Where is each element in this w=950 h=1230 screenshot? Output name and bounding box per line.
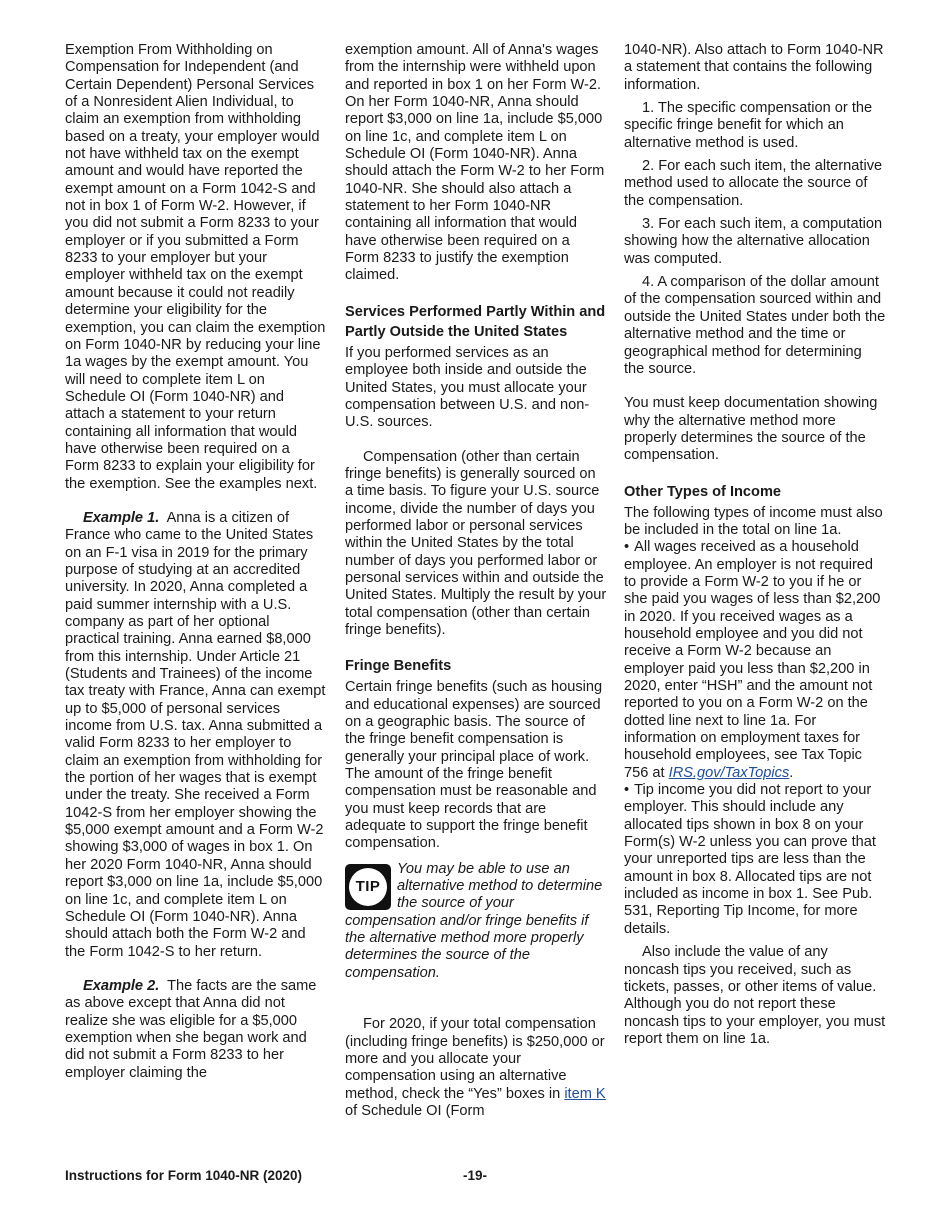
documentation-paragraph: You must keep documentation showing why the alternative method more properly determines the source of the compensation. — [624, 395, 878, 464]
example-2-text: The facts are the same as above except that Anna did not realize she was eligible for a $5,000 exemption when she began work and did not submit a Form 8233 to her employer claiming the — [65, 977, 317, 1081]
household-employee-text: All wages received as a household employee. An employer is not required to provide a Form W-2 to you if he or she paid you wages of less than $2,200 in 2020. If you received wages as a household employee and you did not receive a Form W-2 because an employer paid you less than $2,200 in 2020, enter “HSH” and the amount not reported to you on a Form W-2 on the dotted line next to line 1a. For information on employment taxes for household employees, see Tax Topic 756 at — [624, 539, 881, 781]
list-item-2: 2. For each such item, the alternative method used to allocate the source of the compensation. — [624, 158, 883, 209]
list-item-1: 1. The specific compensation or the specific fringe benefit for which an alternative method is used. — [624, 100, 873, 151]
column-3 — [624, 42, 886, 1065]
alternative-method-text: For 2020, if your total compensation (including fringe benefits) is $250,000 or more and you allocate your compensation using an alternative method, check the “Yes” boxes in — [345, 1016, 605, 1102]
item-k-link[interactable]: item K — [564, 1085, 606, 1102]
example-1-label: Example 1. — [83, 509, 160, 526]
other-income-intro: The following types of income must also be included in the total on line 1a. — [624, 504, 883, 538]
attach-statement-paragraph: 1040-NR). Also attach to Form 1040-NR a statement that contains the following information. — [624, 42, 884, 93]
example-2-label: Example 2. — [83, 977, 160, 994]
alternative-method-text-end: of Schedule OI (Form — [345, 1102, 485, 1119]
tip-income-bullet: • Tip income you did not report to your employer. This should include any allocated tips shown in box 8 on your Form(s) W-2 unless you can prove that your unreported tips are less than the amount in box 8. Allocated tips are not included as income in box 1. See Pub. 531, Reporting Tip Income, for more details. — [624, 782, 886, 938]
tip-icon-label: TIP — [349, 868, 387, 906]
example-1-text: Anna is a citizen of France who came to the United States on an F-1 visa in 2019 for the primary purpose of studying at an accredited university. In 2020, Anna completed a paid summer internship with a U.S. company as part of her optional practical training. Anna earned $8,000 from this internship. Under Article 21 (Students and Trainees) of the income tax treaty with France, Anna can exempt up to $5,000 of personal services income from U.S. tax. Anna submitted a valid Form 8233 to her employer to claim an exemption from withholding for the portion of her wages that is exempt under the treaty. She received a Form 1042-S from her employer showing the $5,000 exempt amount and a Form W-2 showing $3,000 of wages in box 1. On her 2020 Form 1040-NR, Anna should report $3,000 on line 1a, include $5,000 on line 1c, and complete item L on Schedule OI (Form 1040-NR). Anna should attach both the Form W-2 and the Form 1042-S to her return. — [65, 509, 326, 960]
example-1-paragraph — [65, 510, 327, 961]
time-basis-paragraph: Compensation (other than certain fringe benefits) is generally sourced on a time basis. To figure your U.S. source income, divide the number of days you performed labor or personal services within the United States by the total number of days you performed labor or personal services within and outside the United States. Multiply the result by your total compensation (other than certain fringe benefits). — [345, 448, 607, 638]
tip-box — [345, 861, 607, 982]
irs-tax-topics-link[interactable]: IRS.gov/TaxTopics — [668, 764, 790, 781]
alternative-method-paragraph — [345, 1016, 607, 1120]
tip-icon — [345, 864, 391, 910]
services-partly-within-heading: Services Performed Partly Within and Partly Outside the United States — [345, 303, 606, 340]
noncash-tips-paragraph: Also include the value of any noncash tips you received, such as tickets, passes, or other items of value. Although you do not report these noncash tips to your employer, you must report them on line 1a. — [624, 944, 886, 1047]
fringe-benefits-paragraph: Certain fringe benefits (such as housing and educational expenses) are sourced on a geographic basis. The source of the fringe benefit compensation is generally your principal place of work. The amount of the fringe benefit compensation must be reasonable and you must keep records that are adequate to support the fringe benefit compensation. — [345, 679, 603, 852]
allocate-compensation-paragraph: If you performed services as an employee both inside and outside the United States, you must allocate your compensation between U.S. and non-U.S. sources. — [345, 344, 590, 431]
column-2 — [345, 42, 607, 1120]
fringe-benefits-heading: Fringe Benefits — [345, 658, 452, 675]
example-2-paragraph — [65, 978, 327, 1082]
footer-title: Instructions for Form 1040-NR (2020) — [65, 1168, 303, 1183]
household-employee-bullet — [624, 539, 886, 782]
withholding-exemption-paragraph: Exemption From Withholding on Compensation for Independent (and Certain Dependent) Personal Services of a Nonresident Alien Individual, to claim an exemption from withholding based on a treaty, your employer would not have withheld tax on the exempt amount and would have reported the exempt amount on a Form 1042-S and not in box 1 of Form W-2. However, if you did not submit a Form 8233 to your employer or if you submitted a Form 8233 to your employer but your employer withheld tax on the exempt amount because it could not readily determine your eligibility for the exemption, you can claim the exemption on Form 1040-NR by reducing your line 1a wages by the exempt amount. You will need to complete item L on Schedule OI (Form 1040-NR) and attach a statement to your return containing all information that would have otherwise been required on a Form 8233 to explain your eligibility for the exemption. See the examples next. — [65, 42, 326, 492]
other-income-heading: Other Types of Income — [624, 483, 782, 500]
list-item-4: 4. A comparison of the dollar amount of the compensation sourced within and outside the United States under both the alternative method and the time or geographical method for determining the source. — [624, 274, 886, 377]
list-item-3: 3. For each such item, a computation showing how the alternative allocation was computed. — [624, 216, 883, 267]
example-2-continued-paragraph: exemption amount. All of Anna's wages from the internship were withheld upon and reported in box 1 on her Form W-2. On her Form 1040-NR, Anna should report $3,000 on line 1a, include $5,000 on line 1c, and complete item L on Schedule OI (Form 1040-NR). Anna should attach the Form W-2 to her Form 1040-NR. She should also attach a statement to her Form 1040-NR containing all information that would have otherwise been required on a Form 8233 to justify the exemption claimed. — [345, 42, 605, 284]
page-number: -19- — [462, 1168, 487, 1183]
household-employee-end: . — [789, 764, 794, 781]
tip-text: You may be able to use an alternative method to determine the source of your compensation and/or fringe benefits if the alternative method more properly determines the source of the compensation. — [345, 860, 603, 981]
column-1 — [65, 42, 327, 1082]
